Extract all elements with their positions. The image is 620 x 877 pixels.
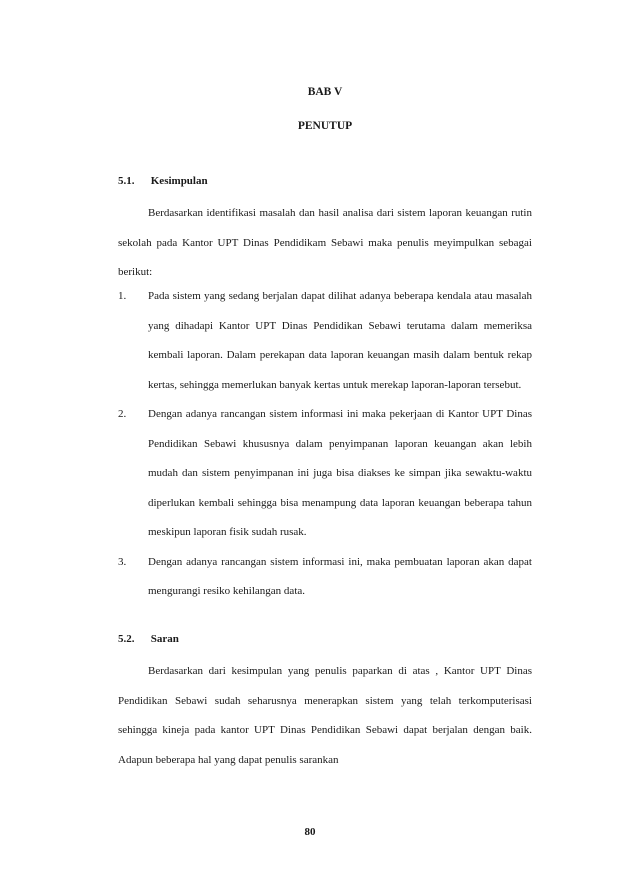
list-item-text: Dengan adanya rancangan sistem informasi ini maka pekerjaan di Kantor UPT Dinas Pendidikan Sebawi khususnya dalam penyimpanan laporan keuangan akan lebih mudah dan sistem penyimpanan ini juga bisa diakses ke simpan jika sewaktu-waktu diperlukan kembali sehingga bisa menampung data laporan keuangan beberapa tahun meskipun laporan fisik sudah rusak. (148, 408, 532, 538)
chapter-number: BAB V (307, 86, 343, 98)
chapter-title: PENUTUP (297, 120, 353, 132)
list-item-text: Pada sistem yang sedang berjalan dapat dilihat adanya beberapa kendala atau masalah yang dihadapi Kantor UPT Dinas Pendidikan Sebawi terutama dalam memeriksa kembali laporan. Dalam perekapan data laporan keuangan masih dalam bentuk rekap kertas, sehingga memerlukan banyak kertas untuk merekap laporan-laporan tersebut. (148, 290, 532, 391)
list-item-text: Dengan adanya rancangan sistem informasi ini, maka pembuatan laporan akan dapat mengurangi resiko kehilangan data. (148, 555, 532, 597)
list-marker: 1. (118, 290, 127, 302)
list-item (118, 400, 532, 548)
list-marker: 2. (118, 408, 127, 420)
section-number: 5.2. (118, 633, 135, 645)
list-item (118, 548, 532, 607)
section-heading-kesimpulan (118, 175, 208, 187)
section-intro-paragraph: Berdasarkan identifikasi masalah dan hasil analisa dari sistem laporan keuangan rutin sekolah pada Kantor UPT Dinas Pendidikam Sebawi maka penulis meyimpulkan sebagai berikut: (118, 207, 532, 278)
section-title: Saran (150, 633, 179, 645)
section-title: Kesimpulan (150, 175, 208, 187)
list-marker: 3. (118, 555, 127, 568)
list-item (118, 282, 532, 400)
conclusion-list (118, 282, 532, 607)
page-number: 80 (304, 826, 316, 838)
section-intro-paragraph: Berdasarkan dari kesimpulan yang penulis paparkan di atas , Kantor UPT Dinas Pendidikan Sebawi sudah seharusnya menerapkan sistem yang telah terkomputerisasi sehingga kineja pada kantor UPT Dinas Pendidikan Sebawi dapat berjalan dengan baik. Adapun beberapa hal yang dapat penulis sarankan (118, 665, 532, 766)
section-number: 5.1. (118, 175, 135, 187)
section-heading-saran (118, 633, 179, 645)
